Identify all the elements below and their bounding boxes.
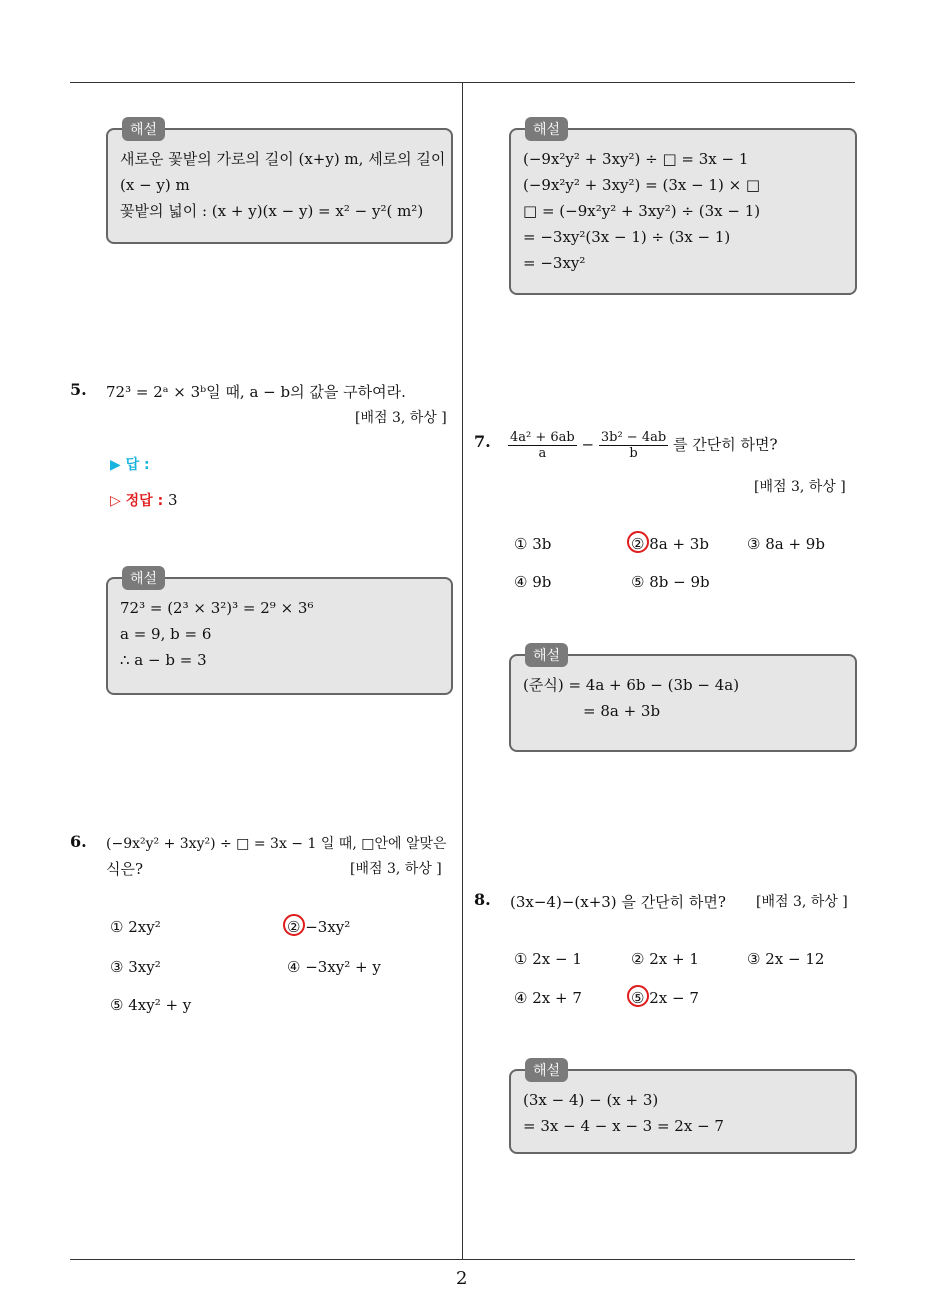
- question-grade: [배점 3, 하상 ]: [355, 410, 447, 426]
- choice-4[interactable]: [514, 573, 551, 591]
- choice-text: ④ 9b: [514, 573, 552, 591]
- page-number: 2: [456, 1268, 468, 1289]
- choice-text: ③ 3xy²: [110, 958, 161, 976]
- solution-box-q8: [509, 1063, 857, 1154]
- choice-1[interactable]: [514, 950, 582, 968]
- choice-text: ④ −3xy² + y: [287, 958, 381, 976]
- solution-line: (−9x²y² + 3xy²) = (3x − 1) × □: [523, 176, 761, 194]
- choice-text: ② −3xy²: [287, 918, 351, 936]
- solution-line: ∴ a − b = 3: [120, 651, 207, 669]
- question-number: 6.: [70, 832, 87, 851]
- solution-line: (3x − 4) − (x + 3): [523, 1091, 659, 1109]
- question-expression: [508, 430, 778, 461]
- choice-1[interactable]: [110, 918, 161, 936]
- answer-input-label: ▶ 답 :: [110, 457, 150, 473]
- question-text: (−9x²y² + 3xy²) ÷ □ = 3x − 1 일 때, □안에 알맞은: [106, 836, 447, 852]
- denominator: b: [629, 446, 638, 461]
- choice-text: ① 3b: [514, 535, 552, 553]
- solution-line: = −3xy²: [523, 254, 586, 272]
- solution-box-q6: [509, 122, 857, 295]
- bottom-rule: [70, 1259, 855, 1260]
- choice-1[interactable]: [514, 535, 551, 553]
- choice-text: ⑤ 8b − 9b: [631, 573, 710, 591]
- solution-tag: 해설: [525, 1058, 568, 1082]
- solution-line: (준식) = 4a + 6b − (3b − 4a): [523, 676, 740, 694]
- numerator: 4a² + 6ab: [510, 430, 575, 445]
- choice-5[interactable]: [110, 996, 191, 1014]
- choice-text: ① 2x − 1: [514, 950, 582, 968]
- solution-box-q4: [106, 122, 453, 244]
- choice-4[interactable]: [514, 989, 582, 1007]
- choice-2-correct[interactable]: [287, 918, 350, 936]
- solution-line: = 8a + 3b: [583, 702, 661, 720]
- solution-line: □ = (−9x²y² + 3xy²) ÷ (3x − 1): [523, 202, 761, 220]
- choice-text: ⑤ 4xy² + y: [110, 996, 192, 1014]
- choice-3[interactable]: [747, 950, 824, 968]
- question-grade: [배점 3, 하상 ]: [754, 479, 846, 495]
- question-text: 를 간단히 하면?: [672, 435, 778, 454]
- solution-line: (x − y) m: [120, 176, 190, 194]
- denominator: a: [538, 446, 547, 461]
- solution-tag: 해설: [122, 117, 165, 141]
- choice-text: ③ 2x − 12: [747, 950, 825, 968]
- solution-line: 새로운 꽃밭의 가로의 길이 (x+y) m, 세로의 길이: [120, 150, 446, 168]
- correct-answer-value: 3: [167, 491, 178, 509]
- operator: −: [581, 435, 595, 454]
- question-text: 72³ = 2ᵃ × 3ᵇ일 때, a − b의 값을 구하여라.: [106, 383, 406, 401]
- question-grade: [배점 3, 하상 ]: [756, 894, 848, 910]
- solution-line: = −3xy²(3x − 1) ÷ (3x − 1): [523, 228, 731, 246]
- column-divider: [462, 82, 463, 1260]
- correct-mark-icon: [627, 985, 649, 1007]
- solution-line: 꽃밭의 넓이 : (x + y)(x − y) = x² − y²( m²): [120, 202, 424, 220]
- choice-3[interactable]: [747, 535, 825, 553]
- question-text: (3x−4)−(x+3) 을 간단히 하면?: [510, 893, 726, 911]
- choice-2-correct[interactable]: [631, 535, 709, 553]
- choice-text: ② 8a + 3b: [631, 535, 709, 553]
- solution-box-q5: [106, 571, 453, 695]
- choice-text: ③ 8a + 9b: [747, 535, 825, 553]
- question-number: 8.: [474, 890, 491, 909]
- fraction: [508, 430, 577, 461]
- choice-2[interactable]: [631, 950, 699, 968]
- solution-line: 72³ = (2³ × 3²)³ = 2⁹ × 3⁶: [120, 599, 314, 617]
- solution-line: a = 9, b = 6: [120, 625, 212, 643]
- solution-tag: 해설: [525, 643, 568, 667]
- choice-text: ⑤ 2x − 7: [631, 989, 699, 1007]
- solution-line: = 3x − 4 − x − 3 = 2x − 7: [523, 1117, 724, 1135]
- solution-tag: 해설: [525, 117, 568, 141]
- question-number: 5.: [70, 380, 87, 399]
- question-number: 7.: [474, 432, 491, 451]
- choice-4[interactable]: [287, 958, 381, 976]
- fraction: [599, 430, 668, 461]
- choice-text: ④ 2x + 7: [514, 989, 582, 1007]
- choice-text: ② 2x + 1: [631, 950, 699, 968]
- correct-answer: [110, 490, 178, 510]
- choice-5-correct[interactable]: [631, 989, 699, 1007]
- correct-answer-label: ▷ 정답 :: [110, 493, 164, 509]
- solution-line: (−9x²y² + 3xy²) ÷ □ = 3x − 1: [523, 150, 749, 168]
- question-grade: [배점 3, 하상 ]: [350, 861, 442, 877]
- choice-text: ① 2xy²: [110, 918, 161, 936]
- correct-mark-icon: [283, 914, 305, 936]
- choice-3[interactable]: [110, 958, 161, 976]
- solution-tag: 해설: [122, 566, 165, 590]
- correct-mark-icon: [627, 531, 649, 553]
- question-text: 식은?: [106, 860, 144, 878]
- solution-box-q7: [509, 648, 857, 752]
- choice-5[interactable]: [631, 573, 710, 591]
- numerator: 3b² − 4ab: [600, 430, 667, 445]
